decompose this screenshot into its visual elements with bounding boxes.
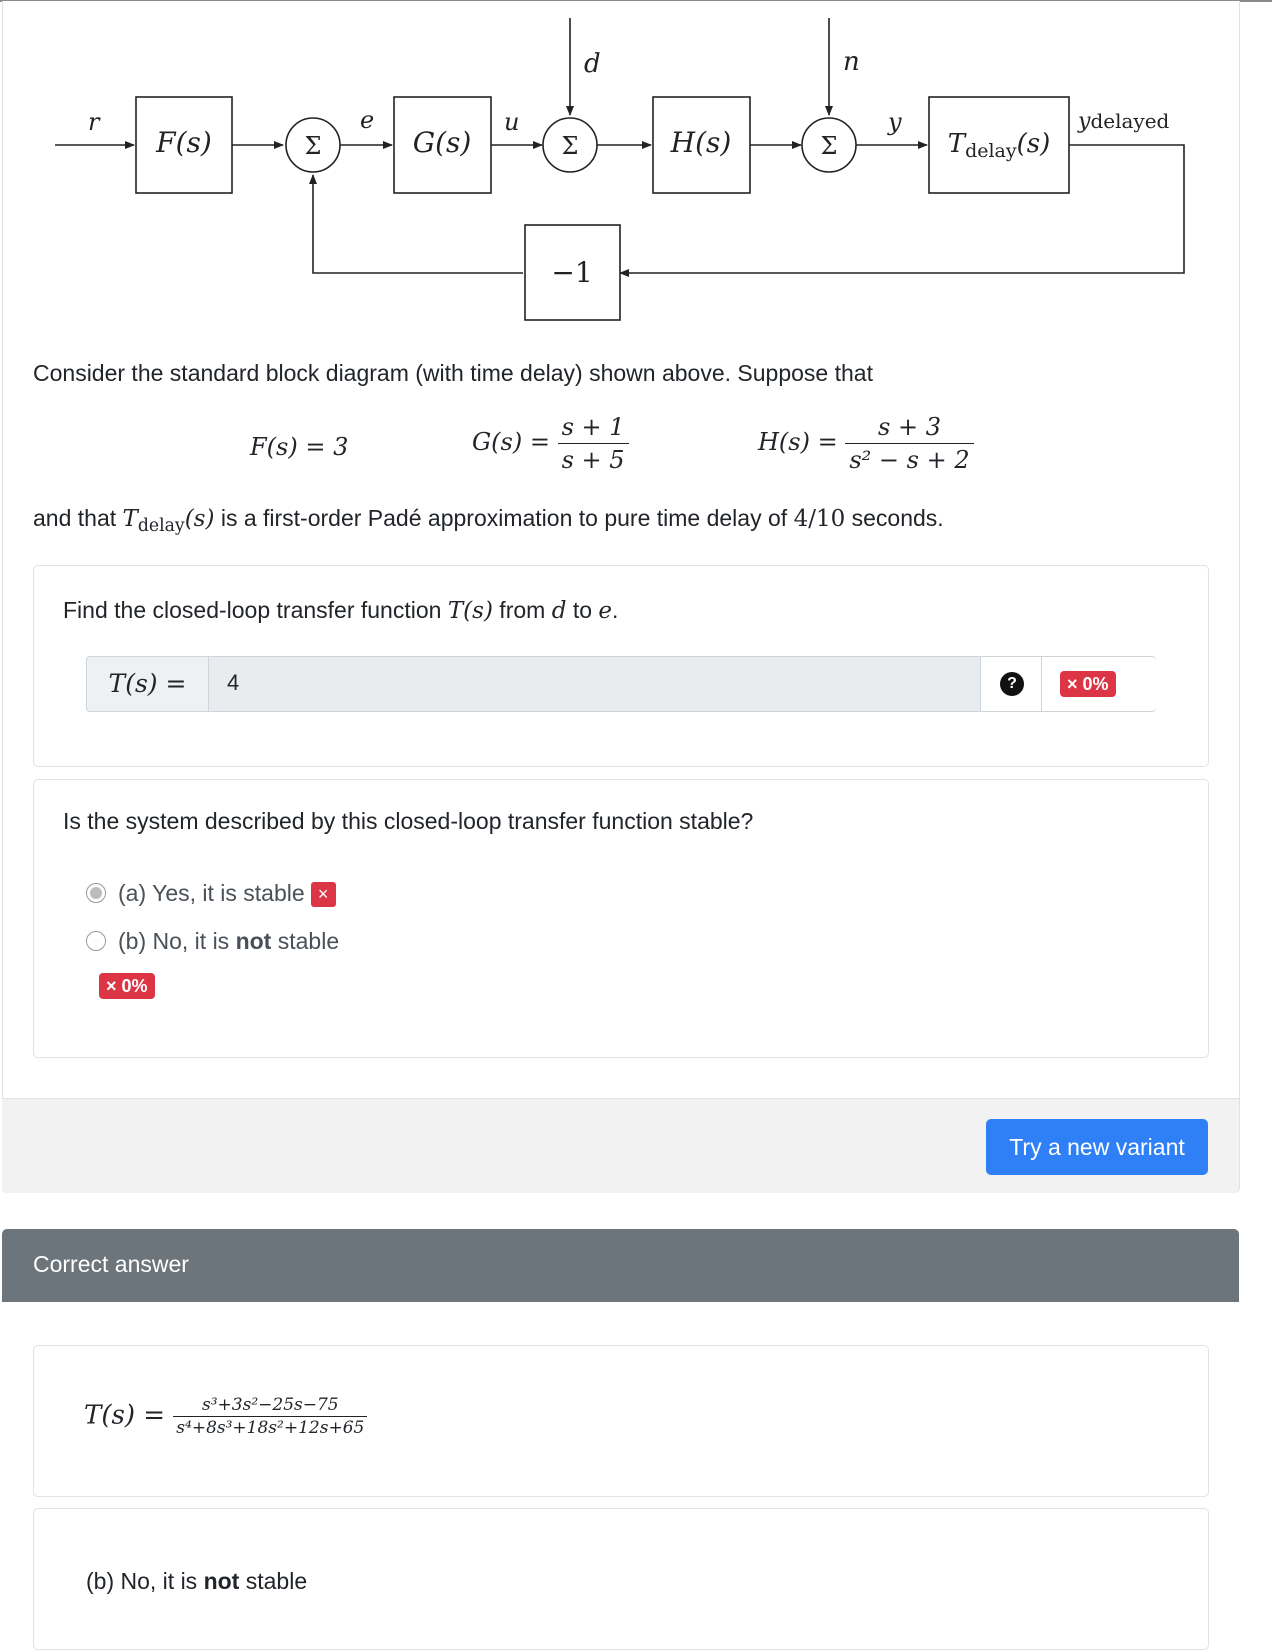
answer-numerator: s³+3s²−25s−75	[173, 1395, 367, 1417]
signal-e: e	[360, 106, 375, 134]
signal-y-delayed: ydelayed	[1078, 109, 1170, 134]
signal-y: y	[888, 108, 902, 136]
question2-text: Is the system described by this closed-loop transfer function stable?	[63, 808, 754, 834]
block-Tdelay-label: Tdelay(s)	[947, 129, 1051, 162]
option-b-label[interactable]: (b) No, it is not stable	[118, 928, 340, 954]
delay-value: 4/10	[793, 506, 846, 532]
score-cell	[1041, 657, 1156, 711]
signal-r: r	[88, 108, 100, 136]
H-fraction	[845, 413, 973, 474]
T-label: T(s) =	[87, 657, 209, 711]
F-definition: F(s) = 3	[250, 433, 349, 461]
answer-transfer-function	[84, 1395, 367, 1438]
answer-denominator: s⁴+8s³+18s²+12s+65	[176, 1418, 365, 1438]
block-F-label: F(s)	[156, 126, 212, 159]
help-button[interactable]	[980, 657, 1041, 711]
G-numerator: s + 1	[558, 413, 629, 444]
help-icon[interactable]: ?	[1000, 672, 1024, 696]
G-definition	[472, 413, 629, 474]
option-a[interactable]	[86, 880, 336, 907]
option-b[interactable]	[86, 928, 339, 955]
H-numerator: s + 3	[845, 413, 973, 444]
G-fraction	[558, 413, 629, 474]
question1-score-badge: × 0%	[1060, 671, 1116, 697]
G-label: G(s) =	[472, 428, 550, 456]
incorrect-mark-icon: ×	[311, 882, 336, 907]
option-b-radio[interactable]	[86, 931, 106, 951]
G-denominator: s + 5	[561, 446, 625, 474]
block-diagram	[0, 0, 1240, 330]
problem-intro: Consider the standard block diagram (with time delay) shown above. Suppose that	[33, 360, 873, 386]
option-a-label[interactable]: (a) Yes, it is stable	[118, 880, 305, 906]
answer-T-label: T(s) =	[84, 1400, 166, 1431]
H-label: H(s) =	[758, 428, 838, 456]
signal-u: u	[504, 108, 520, 136]
sum-symbol-3: Σ	[820, 132, 838, 160]
sum-symbol-1: Σ	[304, 132, 322, 160]
option-a-radio[interactable]	[86, 883, 106, 903]
try-new-variant-button[interactable]: Try a new variant	[986, 1119, 1208, 1175]
question1-text: Find the closed-loop transfer function T(s) from d to e.	[63, 597, 619, 624]
question2-score-badge: × 0%	[99, 973, 155, 999]
H-denominator: s² − s + 2	[849, 446, 970, 474]
answer-stability: (b) No, it is not stable	[86, 1568, 308, 1594]
signal-n: n	[843, 47, 860, 77]
transfer-function-input[interactable]	[209, 658, 997, 708]
H-definition	[758, 413, 974, 474]
block-feedback-label: −1	[551, 256, 593, 289]
signal-d: d	[584, 49, 601, 79]
correct-answer-header	[2, 1229, 1239, 1302]
block-G-label: G(s)	[412, 126, 472, 159]
correct-answer-title: Correct answer	[33, 1251, 189, 1277]
sum-symbol-2: Σ	[561, 132, 579, 160]
block-H-label: H(s)	[670, 126, 732, 159]
delay-description: and that $T_{delay}(s)$ is a first-order Padé approximation to pure time delay of 4/10 seconds.	[33, 505, 944, 537]
answer-fraction	[173, 1395, 367, 1438]
transfer-function-input-group	[86, 656, 1156, 712]
